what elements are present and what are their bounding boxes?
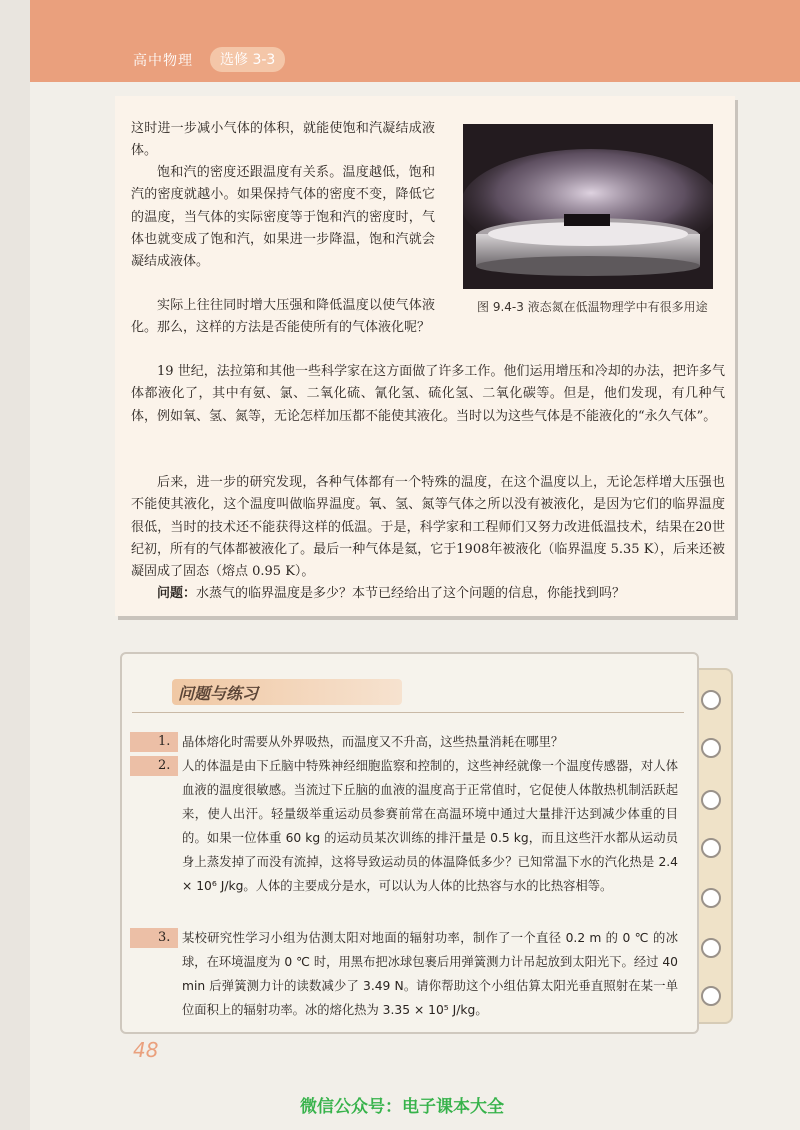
binder-ring-icon: [701, 690, 721, 710]
reading-panel: [115, 96, 735, 616]
exercise-panel: [120, 652, 699, 1034]
paragraph-5: 后来，进一步的研究发现，各种气体都有一个特殊的温度，在这个温度以上，无论怎样增大压强也不能使其液化，这个温度叫做临界温度。氧、氢、氮等气体之所以没有被液化，是因为它们的临界温度很低，当时的技术还不能获得这样的低温。于是，科学家和工程师们又努力改进低温技术，结果在20世纪初，所有的气体都被液化了。最后一种气体是氦，它于1908年被液化（临界温度 5.35 K），后来还被凝固成了固态（熔点 0.95 K）。: [131, 475, 725, 580]
exercise-number: 3.: [158, 930, 171, 945]
paragraph-3: 实际上往往同时增大压强和降低温度以使气体液化。那么，这样的方法是否能使所有的气体液化呢？: [131, 298, 435, 336]
book-title: 高中物理: [133, 53, 193, 69]
number-bar: [130, 756, 178, 776]
exercise-text: 人的体温是由下丘脑中特殊神经细胞监察和控制的，这些神经就像一个温度传感器，对人体血液的温度很敏感。当流过下丘脑的血液的温度高于正常值时，它促使人体散热机制活跃起来，使人出汗。轻量级举重运动员参赛前常在高温环境中通过大量排汗达到减少体重的目的。如果一位体重 60 kg 的运动员某次训练的排汗量是 0.5 kg，而且这些汗水都从运动员身上蒸发掉了而没有流掉，这将导致运动员的体温降低多少？已知常温下水的汽化热是 2.4 × 10⁶ J/kg。人体的主要成分是水，可以认为人体的比热容与水的比热容相等。: [182, 759, 678, 893]
exercise-heading-banner: [172, 679, 402, 705]
page-left-margin: [0, 0, 30, 1130]
binder-ring-icon: [701, 838, 721, 858]
binder-ring-icon: [701, 738, 721, 758]
figure-photo: [463, 124, 713, 289]
exercise-text: 某校研究性学习小组为估测太阳对地面的辐射功率，制作了一个直径 0.2 m 的 0 ℃ 的冰球，在环境温度为 0 ℃ 时，用黑布把冰球包裹后用弹簧测力计吊起放到太阳光下。经过 40 min 后弹簧测力计的读数减少了 3.49 N。请你帮助这个小组估算太阳光垂直照射在某一单位面积上的辐射功率。冰的熔化热为 3.35 × 10⁵ J/kg。: [182, 931, 678, 1017]
binder-ring-icon: [701, 938, 721, 958]
paragraph-4: 19 世纪，法拉第和其他一些科学家在这方面做了许多工作。他们运用增压和冷却的办法，把许多气体都液化了，其中有氨、氯、二氧化硫、氰化氢、硫化氢、二氧化碳等。但是，他们发现，有几种气体，例如氧、氢、氮等，无论怎样加压都不能使其液化。当时以为这些气体是不能液化的“永久气体”。: [131, 364, 725, 424]
exercise-number: 2.: [158, 758, 171, 773]
book-subtitle-badge: 选修 3-3: [210, 47, 285, 72]
binder-ring-icon: [701, 986, 721, 1006]
paragraph-1: 这时进一步减小气体的体积，就能使饱和汽凝结成液体。: [131, 121, 435, 159]
number-bar: [130, 732, 178, 752]
liquid-nitrogen-photo: [463, 124, 713, 289]
page-number: 48: [133, 1038, 159, 1062]
figure-caption: 图 9.4-3 液态氮在低温物理学中有很多用途: [477, 300, 708, 314]
exercise-text: 晶体熔化时需要从外界吸热，而温度又不升高，这些热量消耗在哪里？: [182, 735, 564, 749]
binder-ring-icon: [701, 888, 721, 908]
question-paragraph: [131, 583, 725, 605]
exercise-number: 1.: [158, 734, 171, 749]
watermark-text: 微信公众号：电子课本大全: [300, 1097, 504, 1117]
number-bar: [130, 928, 178, 948]
paragraph-2: 饱和汽的密度还跟温度有关系。温度越低，饱和汽的密度就越小。如果保持气体的密度不变，降低它的温度，当气体的实际密度等于饱和汽的密度时，气体也就变成了饱和汽，如果进一步降温，饱和汽就会凝结成液体。: [131, 165, 435, 270]
binder-ring-icon: [701, 790, 721, 810]
question-text: 水蒸气的临界温度是多少？本节已经给出了这个问题的信息，你能找到吗？: [196, 586, 626, 601]
heading-divider: [132, 712, 684, 713]
exercise-heading: 问题与练习: [178, 684, 259, 703]
notebook-tab-strip: [693, 668, 733, 1024]
question-label: 问题：: [157, 586, 197, 601]
